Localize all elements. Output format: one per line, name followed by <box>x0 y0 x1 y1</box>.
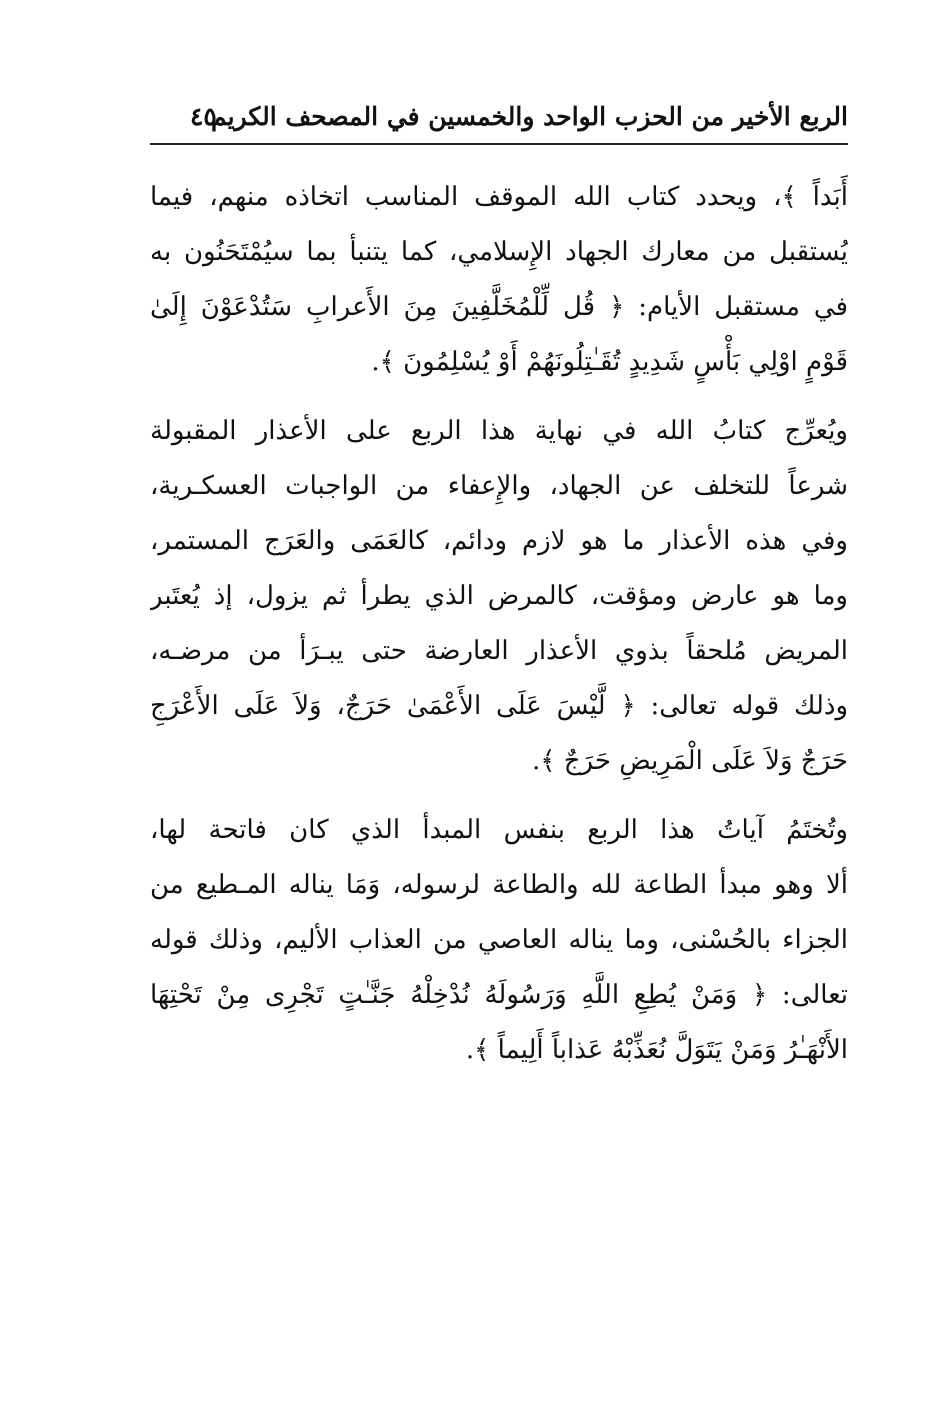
header-title: الربع الأخير من الحزب الواحد والخمسين في المصحف الكريم <box>210 102 848 131</box>
paragraph-2 <box>150 404 848 789</box>
text-line: يُستقبل من معارك الجهاد الإِسلامي، كما يتنبأ بما سيُمْتَحَنُون به <box>150 237 848 267</box>
text-line: وذلك قوله تعالى: ﴿ لَّيْسَ عَلَى الأَعْمَىٰ حَرَجٌ، وَلاَ عَلَى الأَعْرَجِ <box>150 691 848 721</box>
text-line: ألا وهو مبدأ الطاعة لله والطاعة لرسوله، وَمَا يناله المـطيع من <box>150 870 848 900</box>
paragraph-1 <box>150 170 848 390</box>
header-rule <box>150 143 848 145</box>
paragraph-3 <box>150 803 848 1078</box>
text-line: الجزاء بالحُسْنى، وما يناله العاصي من العذاب الأليم، وذلك قوله <box>150 925 848 955</box>
text-line: قَوْمٍ اوْلِي بَأْسٍ شَدِيدٍ تُقَـٰتِلُونَهُمْ أَوْ يُسْلِمُونَ ﴾. <box>371 347 848 377</box>
page-number: ٤٥ <box>190 102 217 131</box>
text-line: حَرَجٌ وَلاَ عَلَى الْمَرِيضِ حَرَجٌ ﴾. <box>531 746 848 776</box>
running-header <box>150 100 848 142</box>
text-line: الأَنْهَـٰرُ وَمَنْ يَتَوَلَّ نُعَذِّبْهُ عَذاباً أَلِيماً ﴾. <box>465 1035 848 1065</box>
text-line: المريض مُلحقاً بذوي الأعذار العارضة حتى يبـرَأ من مرضـه، <box>150 636 848 666</box>
text-line: وتُختَمُ آياتُ هذا الربع بنفس المبدأ الذي كان فاتحة لها، <box>150 815 848 845</box>
text-line: وفي هذه الأعذار ما هو لازم ودائم، كالعَمَى والعَرَج المستمر، <box>150 526 848 556</box>
text-line: وما هو عارض ومؤقت، كالمرض الذي يطرأ ثم يزول، إذ يُعتَبر <box>150 581 848 611</box>
text-line: شرعاً للتخلف عن الجهاد، والإِعفاء من الواجبات العسكـرية، <box>150 471 848 501</box>
text-line: أَبَداً ﴾، ويحدد كتاب الله الموقف المناسب اتخاذه منهم، فيما <box>150 182 848 212</box>
text-line: ويُعرِّج كتابُ الله في نهاية هذا الربع على الأعذار المقبولة <box>150 416 848 446</box>
text-line: تعالى: ﴿ وَمَنْ يُطِعِ اللَّهِ وَرَسُولَهُ نُدْخِلْهُ جَنَّـٰتٍ تَجْرِى مِنْ تَحْتِهَا <box>150 980 848 1010</box>
text-line: في مستقبل الأيام: ﴿ قُل لِّلْمُخَلَّفِينَ مِنَ الأَعرابِ سَتُدْعَوْنَ إِلَىٰ <box>150 292 848 322</box>
body-text <box>150 170 848 1092</box>
